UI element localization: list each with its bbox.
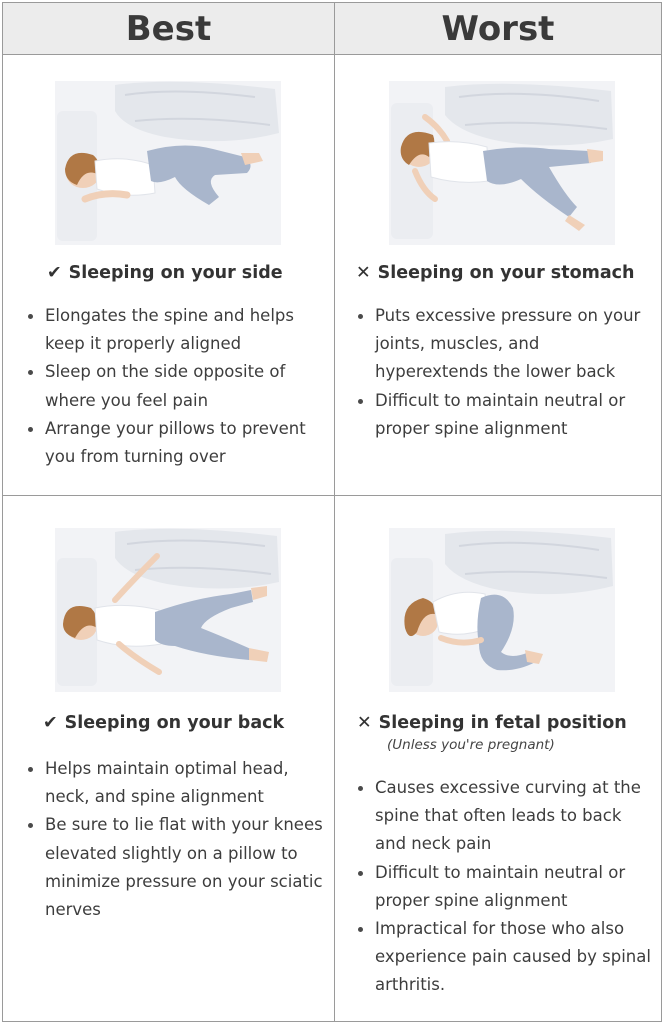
back-bullet-list (25, 755, 325, 924)
comparison-table (2, 2, 662, 1022)
list-item: Impractical for those who also experience pain caused by spinal arthritis. (355, 915, 655, 1000)
list-item: Causes excessive curving at the spine that often leads to back and neck pain (355, 774, 655, 859)
check-icon: ✔ (43, 713, 58, 733)
check-icon: ✔ (47, 263, 62, 283)
side-sleeping-photo (55, 81, 281, 245)
side-bullet-list (25, 302, 325, 471)
x-icon: ✕ (356, 263, 371, 283)
list-item: Sleep on the side opposite of where you feel pain (25, 358, 325, 414)
list-item: Difficult to maintain neutral or proper spine alignment (355, 859, 655, 915)
list-item: Helps maintain optimal head, neck, and spine alignment (25, 755, 325, 811)
list-item: Elongates the spine and helps keep it properly aligned (25, 302, 325, 358)
fetal-sleeping-photo (389, 528, 615, 692)
back-sleeping-photo (55, 528, 281, 692)
best-column-header: Best (3, 3, 334, 54)
stomach-title-text: Sleeping on your stomach (377, 263, 635, 283)
back-title (43, 713, 284, 733)
pregnancy-note: (Unless you're pregnant) (387, 737, 555, 753)
cell-side-sleeping (3, 55, 334, 495)
cell-fetal-sleeping (335, 496, 661, 1021)
side-title (47, 263, 283, 283)
stomach-title (356, 263, 634, 283)
fetal-title (357, 713, 627, 733)
list-item: Difficult to maintain neutral or proper spine alignment (355, 387, 655, 443)
list-item: Arrange your pillows to prevent you from turning over (25, 415, 325, 471)
fetal-bullet-list (355, 774, 655, 1000)
side-title-text: Sleeping on your side (68, 263, 283, 283)
stomach-bullet-list (355, 302, 655, 443)
cell-back-sleeping (3, 496, 334, 1021)
x-icon: ✕ (357, 713, 372, 733)
cell-stomach-sleeping (335, 55, 661, 495)
worst-column-header: Worst (335, 3, 661, 54)
fetal-title-text: Sleeping in fetal position (378, 713, 627, 733)
back-title-text: Sleeping on your back (64, 713, 285, 733)
list-item: Puts excessive pressure on your joints, muscles, and hyperextends the lower back (355, 302, 655, 387)
list-item: Be sure to lie flat with your knees elevated slightly on a pillow to minimize pressure on your sciatic nerves (25, 811, 325, 924)
stomach-sleeping-photo (389, 81, 615, 245)
